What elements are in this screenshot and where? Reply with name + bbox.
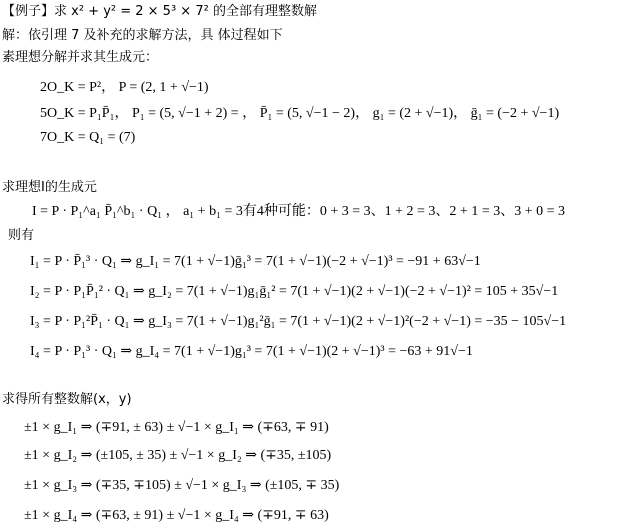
section-generators: 求理想I的生成元: [2, 180, 97, 195]
solutions-I2: ±1 × g_I₂ ⇒ (±105, ± 35) ± √−1 × g_I₂ ⇒ (∓35, ±105): [24, 448, 332, 463]
solutions-I4: ±1 × g_I₄ ⇒ (∓63, ± 91) ± √−1 × g_I₄ ⇒ (∓91, ∓ 63): [24, 508, 329, 523]
ideal-I3: I₃ = P · P₁²P̄₁ · Q₁ ⇒ g_I₃ = 7(1 + √−1)g₁²ḡ₁ = 7(1 + √−1)(2 + √−1)²(−2 + √−1) = −35 − 105√−1: [30, 314, 567, 329]
then-label: 则有: [8, 228, 35, 243]
section-solutions: 求得所有整数解(x，y): [2, 392, 132, 407]
example-title: 【例子】求 x² + y² = 2 × 5³ × 7² 的全部有理整数解: [2, 4, 317, 19]
solutions-I1: ±1 × g_I₁ ⇒ (∓91, ± 63) ± √−1 × g_I₁ ⇒ (∓63, ∓ 91): [24, 420, 329, 435]
factor-5: 5O_K = P₁P̄₁， P₁ = (5, √−1 + 2) = ， P̄₁ = (5, √−1 − 2)， g₁ = (2 + √−1)， ḡ₁ = (−2 + √−1): [40, 106, 560, 121]
section-factorization: 素理想分解并求其生成元：: [2, 50, 159, 65]
ideal-I4: I₄ = P · P₁³ · Q₁ ⇒ g_I₄ = 7(1 + √−1)g₁³ = 7(1 + √−1)(2 + √−1)³ = −63 + 91√−1: [30, 344, 473, 359]
solutions-I3: ±1 × g_I₃ ⇒ (∓35, ∓105) ± √−1 × g_I₃ ⇒ (±105, ∓ 35): [24, 478, 340, 493]
ideal-I2: I₂ = P · P₁P̄₁² · Q₁ ⇒ g_I₂ = 7(1 + √−1)g₁ḡ₁² = 7(1 + √−1)(2 + √−1)(−2 + √−1)² = 105 + 35√−1: [30, 284, 559, 299]
ideal-I1: I₁ = P · P̄₁³ · Q₁ ⇒ g_I₁ = 7(1 + √−1)ḡ₁³ = 7(1 + √−1)(−2 + √−1)³ = −91 + 63√−1: [30, 254, 481, 269]
solution-intro: 解：依引理 7 及补充的求解方法，具 体过程如下: [2, 28, 283, 43]
factor-2: 2O_K = P²， P = (2, 1 + √−1): [40, 80, 209, 95]
factor-7: 7O_K = Q₁ = (7): [40, 130, 136, 145]
ideal-definition: I = P · P₁^a₁ P̄₁^b₁ · Q₁ ， a₁ + b₁ = 3有4种可能：0 + 3 = 3、1 + 2 = 3、2 + 1 = 3、3 + 0 = 3: [32, 204, 566, 219]
